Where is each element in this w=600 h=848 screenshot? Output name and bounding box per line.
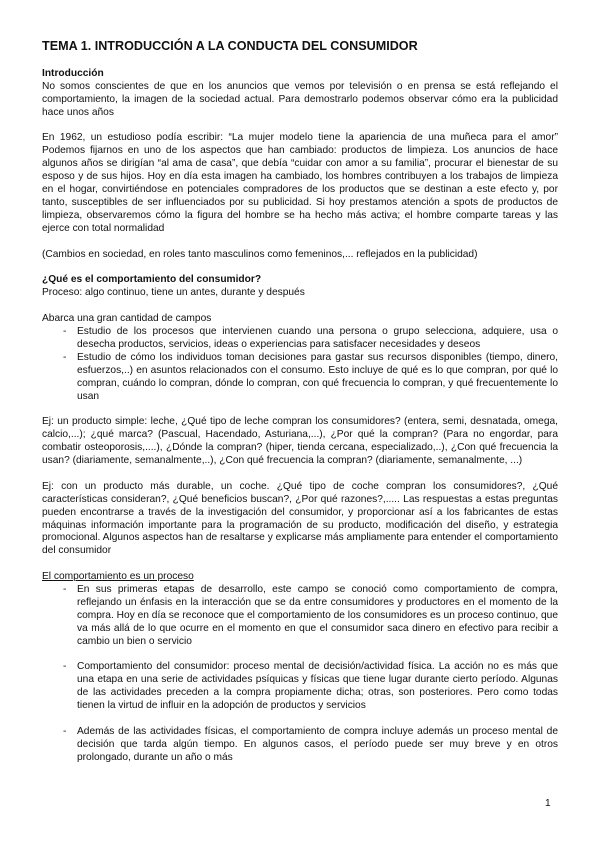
- intro-heading: Introducción: [42, 67, 104, 79]
- list-item: - Estudio de los procesos que intervienen cuando una persona o grupo selecciona, adquiere, usa o desecha productos, servicios, ideas o experiencias para satisfacer necesidades y deseos: [42, 326, 558, 352]
- list-item: - En sus primeras etapas de desarrollo, este campo se conoció como comportamiento de compra, reflejando un énfasis en la interacción que se da entre consumidores y productores en el momento de la compra. Hoy en día se reconoce que el comportamiento de los consumidores es un proceso continuo, que va más allá de lo que ocurre en el momento en que el consumidor saca dinero en efectivo para recibir a cambio un bien o servicio: [42, 584, 558, 649]
- intro-paragraph-2: En 1962, un estudioso podía escribir: “La mujer modelo tiene la apariencia de una muñeca para el amor” Podemos fijarnos en uno de los aspectos que han cambiado: productos de limpieza. Los anuncios de hace algunos años se dirigían “al ama de casa”, que debía “cuidar con amor a su familia”, procurar el bienestar de su esposo y de sus hijos. Hoy en día esta imagen ha cambiado, los hombres contribuyen a los trabajos de limpieza en el hogar, convirtiéndose en potenciales compradores de los productos que se destinan a este efecto y, por tanto, susceptibles de ser influenciados por su publicidad. Si hoy prestamos atención a spots de productos de limpieza, observaremos cómo la figura del hombre se ha hecho más activa; el hombre comparte tareas y las ejerce con total normalidad: [42, 132, 558, 234]
- example-1-paragraph: Ej: un producto simple: leche, ¿Qué tipo de leche compran los consumidores? (entera, semi, desnatada, omega, calcio,...); ¿qué marca? (Pascual, Hacendado, Asturiana,...), ¿Por qué la compran? (Para no engordar, para combatir osteoporosis,....), ¿Dónde la compran? (hiper, tienda cercana, especializado,..), ¿Con qué frecuencia la usan? (diariamente, semanalmente,..), ¿Con qué frecuencia la compran? (diariamente, semanalmente, ...): [42, 416, 558, 467]
- section-2-heading: ¿Qué es el comportamiento del consumidor?: [42, 274, 262, 286]
- list-item: - Estudio de cómo los individuos toman decisiones para gastar sus recursos disponibles (tiempo, dinero, esfuerzos,..) en asuntos relacionados con el consumo. Esto incluye de qué es lo que compran, por qué lo compran, cuándo lo compran, dónde lo compran, con qué frecuencia lo compran, y qué frecuentemente lo usan: [42, 352, 558, 404]
- list-item: - Comportamiento del consumidor: proceso mental de decisión/actividad física. La acción no es más que una etapa en una serie de actividades psíquicas y físicas que tiene lugar durante cierto período. Algunas de las actividades preceden a la compra propiamente dicha; otras, son posteriores. Pero como todas tienen la virtud de influir en la adopción de productos y servicios: [42, 661, 558, 713]
- section-2-list: [42, 326, 558, 403]
- page-number: 1: [545, 798, 551, 809]
- document-page: [42, 40, 558, 765]
- section-3-list: [42, 584, 558, 765]
- section-2-paragraph-1: Proceso: algo continuo, tiene un antes, durante y después: [42, 287, 305, 299]
- intro-paragraph-3: (Cambios en sociedad, en roles tanto masculinos como femeninos,... reflejados en la publicidad): [42, 248, 478, 260]
- list-item: - Además de las actividades físicas, el comportamiento de compra incluye además un proceso mental de decisión que tarda algún tiempo. En algunos casos, el período puede ser muy breve y en otros prolongado, durante un año o más: [42, 726, 558, 765]
- document-title: TEMA 1. INTRODUCCIÓN A LA CONDUCTA DEL CONSUMIDOR: [42, 39, 418, 53]
- section-3-heading: El comportamiento es un proceso: [42, 571, 194, 583]
- intro-paragraph-1: No somos conscientes de que en los anuncios que vemos por televisión o en prensa se está reflejando el comportamiento, la imagen de la sociedad actual. Para demostrarlo podemos observar cómo era la publicidad hace unos años: [42, 80, 558, 118]
- section-2-paragraph-2: Abarca una gran cantidad de campos: [42, 313, 212, 325]
- example-2-paragraph: Ej: con un producto más durable, un coche. ¿Qué tipo de coche compran los consumidores?, ¿Qué características consideran?, ¿Qué beneficios buscan?, ¿Por qué razones?,..... Las respuestas a estas preguntas pueden encontrarse a través de la investigación del consumidor, y proporcionar así a los fabricantes de estas máquinas información importante para la programación de su producto, modificación del diseño, y estrategia promocional. Algunos aspectos han de resaltarse y explicarse más ampliamente para entender el comportamiento del consumidor: [42, 480, 558, 557]
